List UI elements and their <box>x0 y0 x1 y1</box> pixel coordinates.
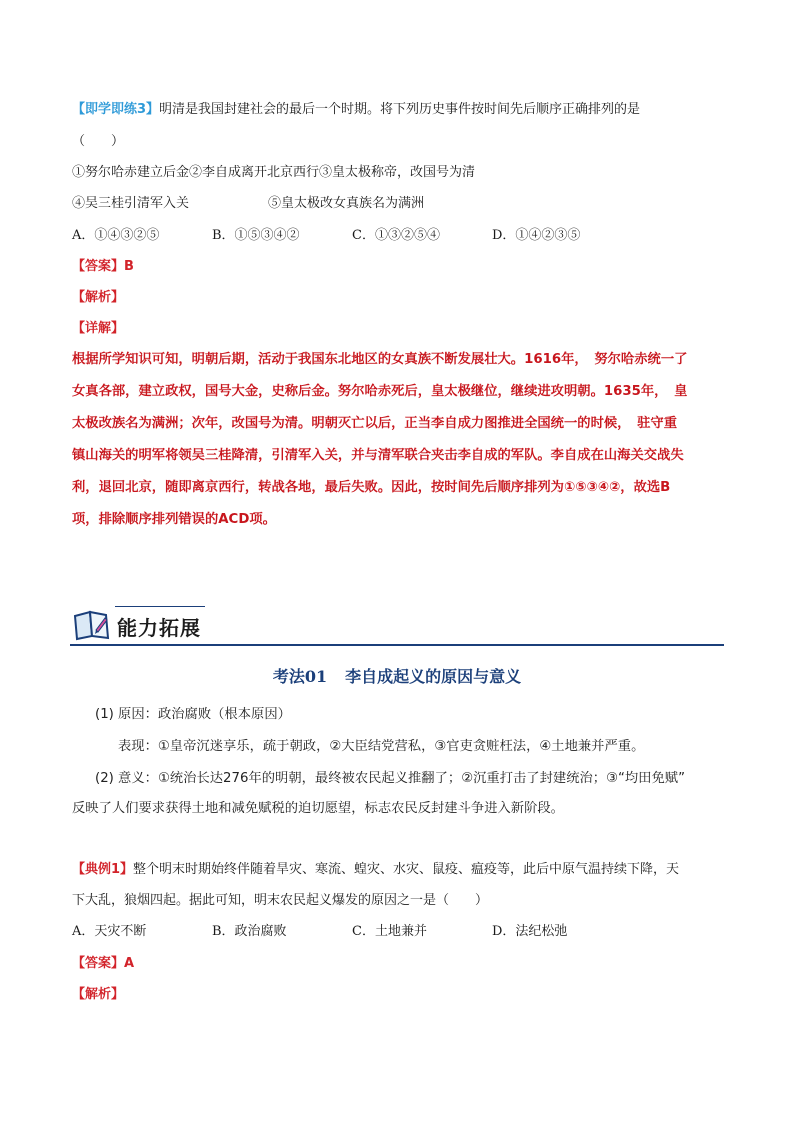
option-d: D．①④②③⑤ <box>492 228 581 243</box>
exercise-tag: 【即学即练3】 <box>72 102 160 117</box>
topic-number: 考法01 <box>272 667 328 686</box>
events-line-1: ①努尔哈赤建立后金②李自成离开北京西行③皇太极称帝，改国号为清 <box>72 165 476 180</box>
exercise-detail-heading <box>72 320 722 338</box>
option-b: B．①⑤③④② <box>212 228 300 243</box>
event-4: ④吴三桂引清军入关 <box>72 196 190 211</box>
book-pencil-icon <box>72 606 112 642</box>
meaning-line-2: 反映了人们要求获得土地和减免赋税的迫切愿望，标志农民反封建斗争进入新阶段。 <box>72 801 564 816</box>
example-options <box>72 923 722 941</box>
manifest-line: 表现：①皇帝沉迷享乐，疏于朝政，②大臣结党营私，③官吏贪赃枉法，④土地兼并严重。 <box>118 739 645 754</box>
example-option-d: D．法纪松弛 <box>492 924 568 939</box>
example-answer-value: A <box>124 956 135 971</box>
example-answer <box>72 955 722 973</box>
option-c: C．①③②⑤④ <box>352 228 440 243</box>
detail-line: 女真各部，建立政权，国号大金，史称后金。努尔哈赤死后，皇太极继位，继续进攻明朝。1635年， 皇 <box>72 384 688 399</box>
detail-line: 镇山海关的明军将领吴三桂降清，引清军入关，并与清军联合夹击李自成的军队。李自成在山海关交战失 <box>72 448 684 463</box>
exercise-analysis <box>72 289 722 307</box>
reason-line: (1) 原因：政治腐败（根本原因） <box>95 707 291 722</box>
example-analysis <box>72 986 722 1004</box>
example-tag: 【典例1】 <box>72 862 134 877</box>
exercise-question <box>72 101 722 119</box>
example-option-b: B．政治腐败 <box>212 924 287 939</box>
example-question-text-1: 整个明末时期始终伴随着旱灾、寒流、蝗灾、水灾、鼠疫、瘟疫等，此后中原气温持续下降，天 <box>133 862 680 877</box>
topic-heading <box>0 664 794 687</box>
answer-value: B <box>124 259 134 274</box>
topic-title: 李自成起义的原因与意义 <box>345 667 522 686</box>
example-option-a: A．天灾不断 <box>72 924 147 939</box>
example-analysis-tag: 【解析】 <box>72 987 125 1002</box>
answer-bracket: （ ） <box>72 134 125 149</box>
detail-line: 太极改族名为满洲；次年，改国号为清。明朝灭亡以后，正当李自成力图推进全国统一的时候， 驻守重 <box>72 416 678 431</box>
events-line-2 <box>72 195 722 213</box>
section-rule <box>70 644 724 646</box>
example-question-2: 下大乱，狼烟四起。据此可知，明末农民起义爆发的原因之一是（ ） <box>72 893 489 908</box>
header-top-rule <box>115 606 205 607</box>
exercise-question-text: 明清是我国封建社会的最后一个时期。将下列历史事件按时间先后顺序正确排列的是 <box>159 102 641 117</box>
section-title: 能力拓展 <box>117 616 201 640</box>
exercise-options <box>72 227 722 245</box>
example-answer-tag: 【答案】 <box>72 956 125 971</box>
detail-line: 根据所学知识可知，明朝后期，活动于我国东北地区的女真族不断发展壮大。1616年， 努尔哈赤统一了 <box>72 352 688 367</box>
option-a: A．①④③②⑤ <box>72 228 160 243</box>
detail-line: 利，退回北京，随即离京西行，转战各地，最后失败。因此，按时间先后顺序排列为①⑤③④②，故选B <box>72 480 671 495</box>
example-question-1 <box>72 861 722 879</box>
analysis-tag: 【解析】 <box>72 290 125 305</box>
meaning-line-1: (2) 意义：①统治长达276年的明朝，最终被农民起义推翻了；②沉重打击了封建统治；③“均田免赋” <box>95 771 685 786</box>
example-option-c: C．土地兼并 <box>352 924 427 939</box>
detail-line: 项，排除顺序排列错误的ACD项。 <box>72 512 276 527</box>
answer-tag: 【答案】 <box>72 259 125 274</box>
detail-paragraph <box>72 350 727 542</box>
detail-tag: 【详解】 <box>72 321 125 336</box>
event-5: ⑤皇太极改女真族名为满洲 <box>268 196 425 211</box>
exercise-answer <box>72 258 722 276</box>
